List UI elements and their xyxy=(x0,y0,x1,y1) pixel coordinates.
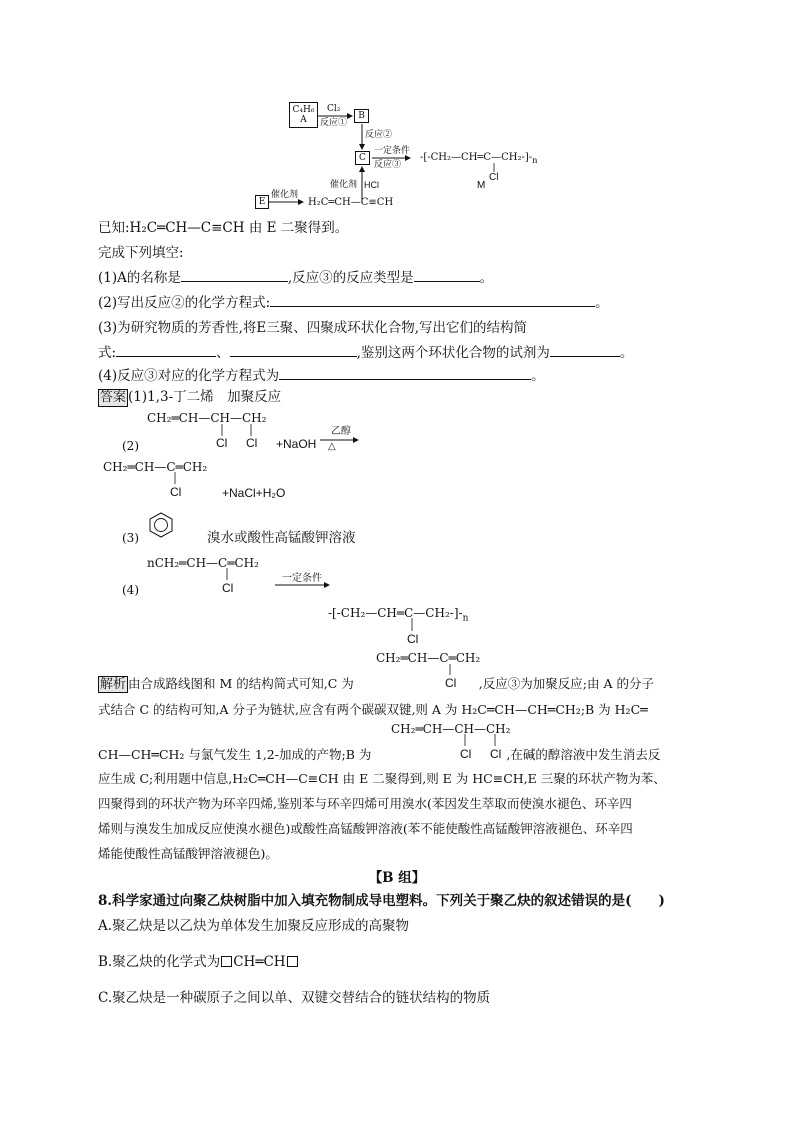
a4-product-formula: -[-CH₂—CH═C—CH₂-]- xyxy=(328,606,463,620)
e-product: H₂C═CH—C≡CH xyxy=(308,197,394,208)
q8-stem: 8.科学家通过向聚乙炔树脂中加入填充物制成导电塑料。下列关于聚乙炔的叙述错误的是( ) xyxy=(98,893,665,909)
polymer-n: n xyxy=(532,155,538,165)
box-e: E xyxy=(255,195,269,209)
analysis-c-chain: CH₂═CH—C═CH₂ xyxy=(376,651,481,665)
polymer-cl: Cl xyxy=(489,172,499,183)
polymer-formula: -[-CH₂—CH═C—CH₂-]- xyxy=(420,152,533,163)
analysis-tag: 解析 xyxy=(100,677,127,692)
a2-plus: +NaOH xyxy=(276,437,317,451)
q4-end: 。 xyxy=(531,368,545,384)
q3-line1: (3)为研究物质的芳香性,将E三聚、四聚成环状化合物,写出它们的结构简 xyxy=(98,320,528,336)
known-info: 已知:H₂C═CH—C≡CH 由 E 二聚得到。 xyxy=(98,220,349,236)
answer-1: (1)1,3-丁二烯 加聚反应 xyxy=(128,389,282,405)
analysis-line2: 式结合 C 的结构可知,A 分子为链状,应含有两个碳碳双键,则 A 为 H₂C═CH—CH═CH₂;B 为 H₂C═ xyxy=(98,702,648,717)
analysis-line1 xyxy=(98,675,654,693)
reaction1-label: 反应① xyxy=(320,118,348,128)
box-a-formula: C₄H₆ xyxy=(292,105,315,115)
q1-prefix: (1)A的名称是 xyxy=(98,270,181,286)
a2-cond-bottom: △ xyxy=(328,441,336,452)
q8-option-b-formula: CH═CH xyxy=(233,954,286,970)
a4-reactant: nCH₂═CH—C═CH₂ xyxy=(147,556,259,570)
q2-prefix: (2)写出反应②的化学方程式: xyxy=(98,295,271,311)
hcl-label: HCl xyxy=(364,180,379,190)
analysis-line5: 四聚得到的环状产物为环辛四烯,鉴别苯与环辛四烯可用溴水(苯因发生萃取而使溴水褪色、环辛四 xyxy=(98,796,632,811)
q2-end: 。 xyxy=(595,295,609,311)
catalyst-hcl-label: 催化剂 xyxy=(330,180,358,190)
m-label: M xyxy=(477,180,486,191)
box-a-label: A xyxy=(300,115,307,125)
reaction3-label: 反应③ xyxy=(374,160,402,170)
box-b: B xyxy=(354,109,369,123)
q8-option-a[interactable]: A.聚乙炔是以乙炔为单体发生加聚反应形成的高聚物 xyxy=(98,918,410,934)
analysis-c-cl: Cl xyxy=(445,676,457,690)
a4-label: (4) xyxy=(122,583,139,597)
q8-option-b-prefix: B.聚乙炔的化学式为 xyxy=(98,954,221,970)
answer-tag: 答案 xyxy=(100,390,127,405)
q1-end: 。 xyxy=(479,270,494,286)
a2-label: (2) xyxy=(122,439,139,453)
bracket-left-icon xyxy=(221,956,232,967)
a2-reactant-chain: CH₂═CH—CH—CH₂ xyxy=(147,411,267,425)
analysis-line4: 应生成 C;利用题中信息,H₂C═CH—C≡CH 由 E 二聚得到,则 E 为 HC≡CH,E 三聚的环状产物为苯、 xyxy=(98,771,666,786)
analysis-line1-a: 由合成路线图和 M 的结构简式可知,C 为 xyxy=(128,676,354,691)
box-c: C xyxy=(355,151,370,165)
analysis-line7: 烯能使酸性高锰酸钾溶液褪色)。 xyxy=(98,846,278,861)
a2-reactant-cl2: Cl xyxy=(246,436,258,450)
analysis-b-chain: CH₂═CH—CH—CH₂ xyxy=(391,722,511,736)
q4-prefix: (4)反应③对应的化学方程式为 xyxy=(98,368,280,384)
analysis-line3 xyxy=(98,746,660,764)
condition-label: 一定条件 xyxy=(374,146,411,156)
analysis-line3-a: CH—CH═CH₂ 与氯气发生 1,2-加成的产物;B 为 xyxy=(98,747,372,762)
a4-product-n: n xyxy=(462,613,469,624)
a4-reactant-cl: Cl xyxy=(222,581,234,595)
a3-label: (3) xyxy=(122,531,139,545)
analysis-b-cl1: Cl xyxy=(460,747,472,761)
q3-mid: ,鉴别这两个环状化合物的试剂为 xyxy=(356,345,550,361)
q3-prefix: 式: xyxy=(98,345,117,361)
a2-byproducts: +NaCl+H₂O xyxy=(222,486,286,500)
catalyst-e-label: 催化剂 xyxy=(271,190,299,200)
reaction2-label: 反应② xyxy=(365,130,393,140)
a4-cond: 一定条件 xyxy=(282,573,322,584)
section-b-heading: 【B 组】 xyxy=(368,870,426,886)
analysis-line6: 烯则与溴发生加成反应使溴水褪色)或酸性高锰酸钾溶液(苯不能使酸性高锰酸钾溶液褪色、环辛四 xyxy=(98,821,633,836)
a2-product-chain: CH₂═CH—C═CH₂ xyxy=(103,460,208,474)
analysis-b-cl2: Cl xyxy=(490,747,502,761)
a2-cond-top: 乙醇 xyxy=(331,426,351,437)
a2-reactant-cl1: Cl xyxy=(216,436,228,450)
a4-product xyxy=(328,606,468,626)
a4-product-cl: Cl xyxy=(407,632,419,646)
q3-sep: 、 xyxy=(216,345,230,361)
q1-mid: ,反应③的反应类型是 xyxy=(287,270,414,286)
analysis-line1-b: ,反应③为加聚反应;由 A 的分子 xyxy=(478,676,654,691)
a2-product-cl: Cl xyxy=(170,485,182,499)
q3-end: 。 xyxy=(619,345,634,361)
analysis-line3-b: ,在碱的醇溶液中发生消去反 xyxy=(506,747,661,762)
instruction: 完成下列填空: xyxy=(98,245,184,261)
q8-option-b[interactable] xyxy=(98,953,299,971)
cl2-label: Cl₂ xyxy=(327,104,341,114)
a3-reagent: 溴水或酸性高锰酸钾溶液 xyxy=(207,530,356,546)
q8-option-c[interactable]: C.聚乙炔是一种碳原子之间以单、双键交替结合的链状结构的物质 xyxy=(98,990,491,1006)
bracket-right-icon xyxy=(287,956,298,967)
